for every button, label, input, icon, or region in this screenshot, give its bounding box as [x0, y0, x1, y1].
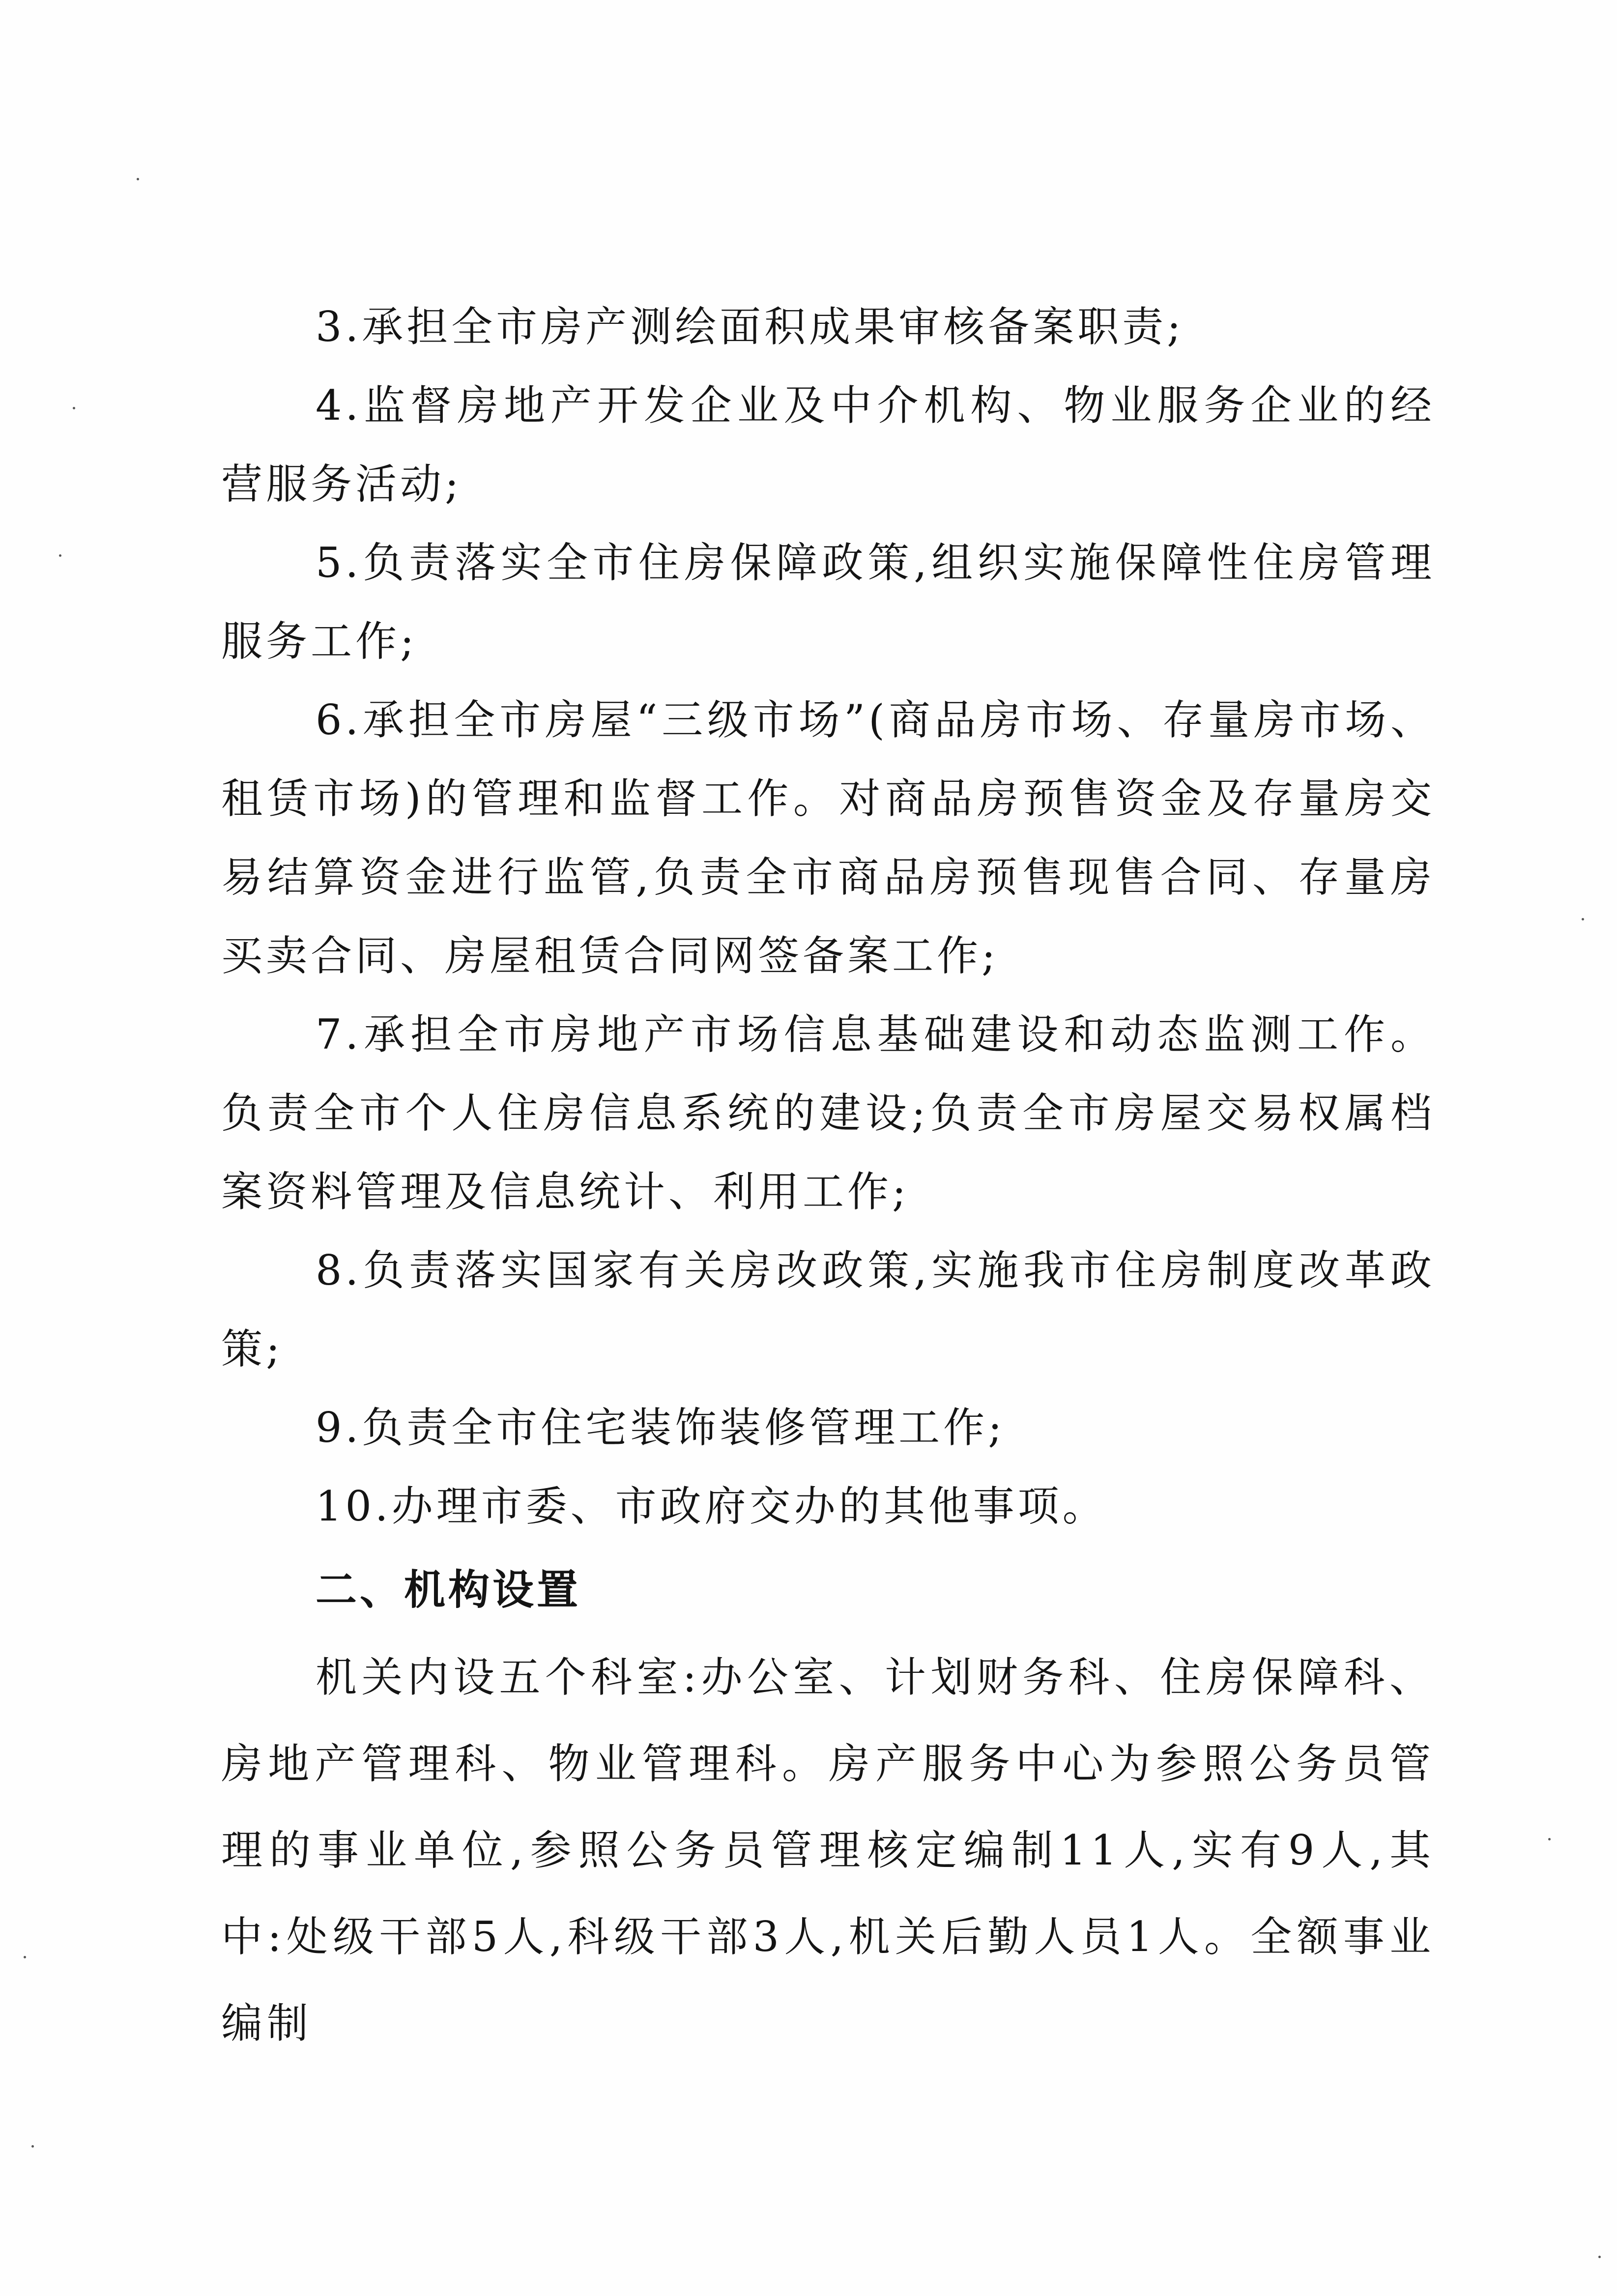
list-item-5: 5.负责落实全市住房保障政策,组织实施保障性住房管理服务工作;: [221, 539, 1435, 665]
scan-speck: [59, 554, 61, 557]
scan-speck: [1548, 1838, 1551, 1840]
scan-speck: [73, 407, 75, 409]
list-item-9: 9.负责全市住宅装饰装修管理工作;: [316, 1404, 1006, 1452]
scan-speck: [1582, 918, 1584, 920]
list-item-3: 3.承担全市房产测绘面积成果审核备案职责;: [316, 303, 1184, 351]
scan-speck: [31, 2145, 34, 2148]
list-item-8: 8.负责落实国家有关房改政策,实施我市住房制度改革政策;: [221, 1246, 1435, 1373]
list-item-6: 6.承担全市房屋“三级市场”(商品房市场、存量房市场、租赁市场)的管理和监督工作。对商品房预售资金及存量房交易结算资金进行监管,负责全市商品房预售现售合同、存量房买卖合同、房屋租赁合同网签备案工作;: [221, 696, 1435, 980]
list-item-10: 10.办理市委、市政府交办的其他事项。: [316, 1482, 1107, 1530]
section-body: 机关内设五个科室:办公室、计划财务科、住房保障科、房地产管理科、物业管理科。房产服务中心为参照公务员管理的事业单位,参照公务员管理核定编制11人,实有9人,其中:处级干部5人,科级干部3人,机关后勤人员1人。全额事业编制: [221, 1653, 1435, 2047]
scan-speck: [137, 178, 139, 180]
list-item-7: 7.承担全市房地产市场信息基础建设和动态监测工作。负责全市个人住房信息系统的建设;负责全市房屋交易权属档案资料管理及信息统计、利用工作;: [221, 1010, 1435, 1216]
scan-speck: [24, 1956, 26, 1958]
document-body: [221, 287, 1435, 2066]
section-heading: 二、机构设置: [316, 1566, 581, 1614]
scan-speck: [1598, 2256, 1601, 2258]
list-item-4: 4.监督房地产开发企业及中介机构、物业服务企业的经营服务活动;: [221, 381, 1435, 508]
